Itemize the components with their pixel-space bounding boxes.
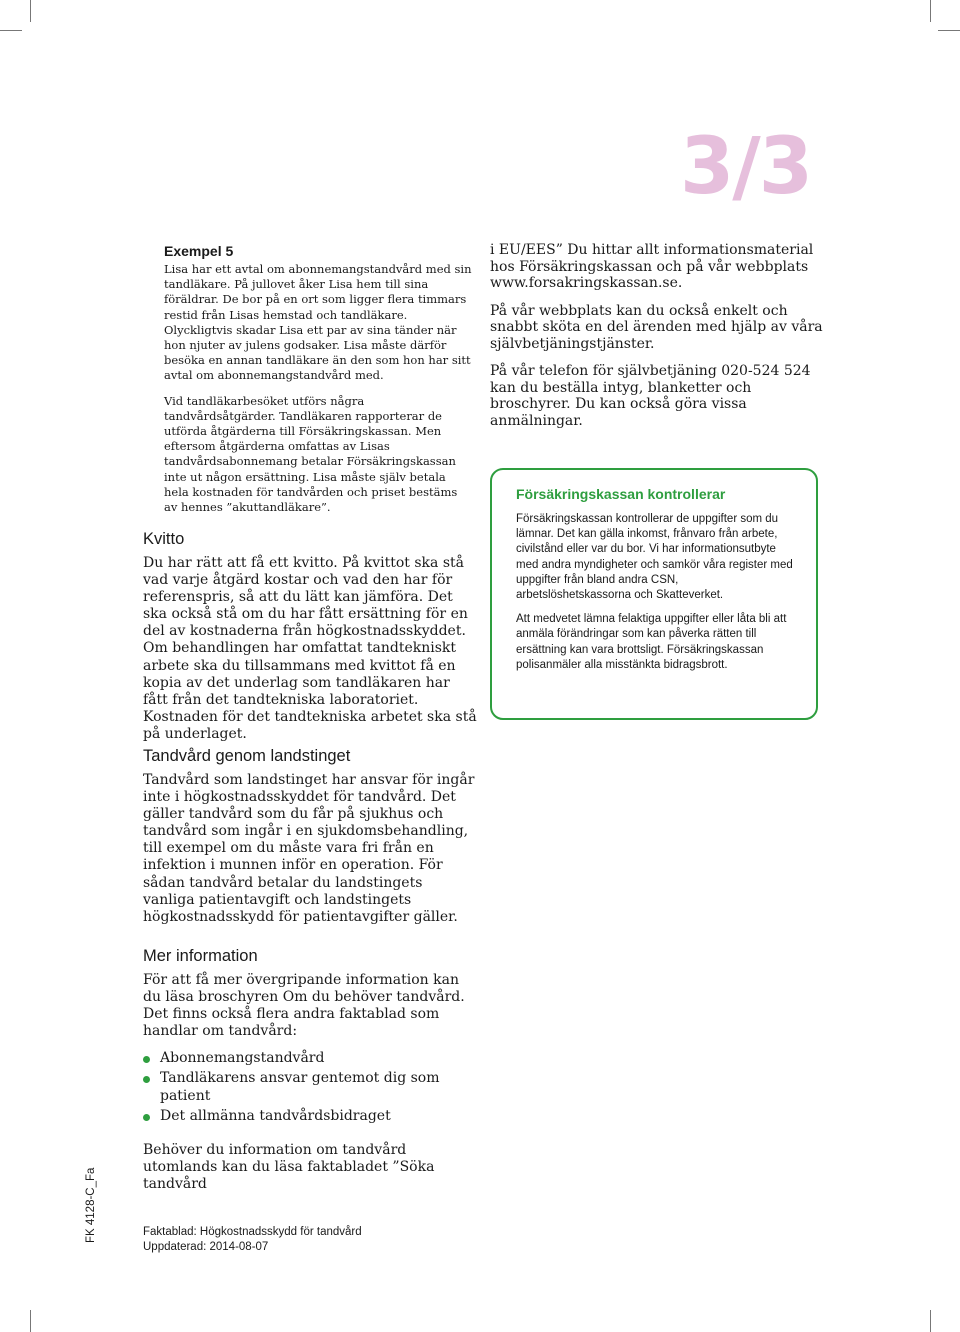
page-number: 3/3 — [680, 122, 812, 212]
footer-updated: Uppdaterad: 2014-08-07 — [143, 1241, 269, 1254]
crop-mark — [30, 0, 31, 22]
crop-mark — [30, 1310, 31, 1332]
brochure-list — [143, 1050, 478, 1125]
more-info-section — [143, 947, 478, 1193]
landsting-heading: Tandvård genom landstinget — [143, 747, 351, 765]
crop-mark — [930, 0, 931, 22]
list-item: Abonnemangstandvård — [143, 1050, 478, 1068]
form-code: FK 4128-C_Fa — [85, 1167, 97, 1243]
contact-paragraph-2: På vår webbplats kan du också enkelt och snabbt sköta en del ärenden med hjälp av våra självbetjäningstjänster. — [490, 302, 823, 352]
control-info-box — [490, 468, 818, 720]
more-info-heading: Mer information — [143, 947, 258, 965]
kvitto-section — [143, 530, 478, 743]
contact-paragraph-1: i EU/EES” Du hittar allt informationsmaterial hos Försäkringskassan och på vår webbplats www.forsakringskassan.se. — [490, 242, 814, 291]
example-heading: Exempel 5 — [164, 243, 234, 259]
more-info-outro: Behöver du information om tandvård utomlands kan du läsa faktabladet ”Söka tandvård — [143, 1141, 435, 1192]
kvitto-heading: Kvitto — [143, 530, 185, 548]
control-box-paragraph-2: Att medvetet lämna felaktiga uppgifter eller låta bli att anmäla förändringar som kan påverka rätten till ersättning kan vara brottsligt. Försäkringskassan polisanmäler alla misstänkta bidragsbrott. — [516, 613, 787, 671]
contact-info-section — [490, 242, 825, 440]
footer-info — [143, 1225, 362, 1255]
control-box-paragraph-1: Försäkringskassan kontrollerar de uppgifter som du lämnar. Det kan gälla inkomst, frånvaro från arbete, civilstånd eller var du bor. Vi har informationsutbyte med andra myndigheter och samkör våra register med uppgifter från bland andra CSN, arbetslöshetskassorna och Skatteverket. — [516, 513, 793, 602]
crop-mark — [938, 30, 960, 31]
footer-title: Faktablad: Högkostnadsskydd för tandvård — [143, 1226, 362, 1238]
list-item: Det allmänna tandvårdsbidraget — [143, 1108, 478, 1126]
list-item: Tandläkarens ansvar gentemot dig som patient — [143, 1070, 478, 1106]
crop-mark — [930, 1310, 931, 1332]
control-box-heading: Försäkringskassan kontrollerar — [516, 486, 726, 502]
kvitto-body: Du har rätt att få ett kvitto. På kvittot ska stå vad varje åtgärd kostar och vad den har för referenspris, så att du lätt kan jämföra. Det ska också stå om du har fått ersättning för en del av kostnaderna från högkostnadsskyddet. Om behandlingen har omfattat tandtekniskt arbete ska du tillsammans med kvittot få en kopia av det underlag som tandläkaren har fått från det tandtekniska laboratoriet. Kostnaden för det tandtekniska arbetet ska stå på underlaget. — [143, 555, 477, 742]
example-paragraph-2: Vid tandläkarbesöket utförs några tandvårdsåtgärder. Tandläkaren rapporterar de utförda åtgärderna till Försäkringskassan. Men eftersom åtgärderna omfattas av Lisas tandvårdsabonnemang betalar Försäkringskassan inte ut någon ersättning. Lisa måste själv betala hela kostnaden för tandvården och priset bestäms av hennes ”akuttandläkare”. — [164, 393, 458, 515]
contact-paragraph-3: På vår telefon för självbetjäning 020-524 524 kan du beställa intyg, blanketter och broschyrer. Du kan också göra vissa anmälningar. — [490, 363, 811, 429]
example-paragraph-1: Lisa har ett avtal om abonnemangstandvård med sin tandläkare. På jullovet åker Lisa hem till sina föräldrar. De bor på en ort som ligger flera timmars restid från Lisas hemstad och tandläkare. Olyckligtvis skadar Lisa ett par av sina tänder när hon njuter av julens godsaker. Lisa måste därför besöka en annan tandläkare än den som hon har sitt avtal om abonnemangstandvård med. — [164, 262, 472, 383]
landsting-body: Tandvård som landstinget har ansvar för ingår inte i högkostnadsskyddet för tandvård. Det gäller tandvård som du får på sjukhus och tandvård som ingår i en sjukdomsbehandling, till exempel om du måste vara fri från en infektion i munnen inför en operation. För sådan tandvård betalar du landstingets vanliga patientavgift och landstingets högkostnadsskydd för patientavgifter gäller. — [143, 772, 475, 925]
landsting-section — [143, 747, 478, 926]
more-info-intro: För att få mer övergripande information kan du läsa broschyren Om du behöver tandvård. Det finns också flera andra faktablad som handlar om tandvård: — [143, 972, 465, 1040]
crop-mark — [0, 30, 22, 31]
example-section — [164, 243, 474, 525]
